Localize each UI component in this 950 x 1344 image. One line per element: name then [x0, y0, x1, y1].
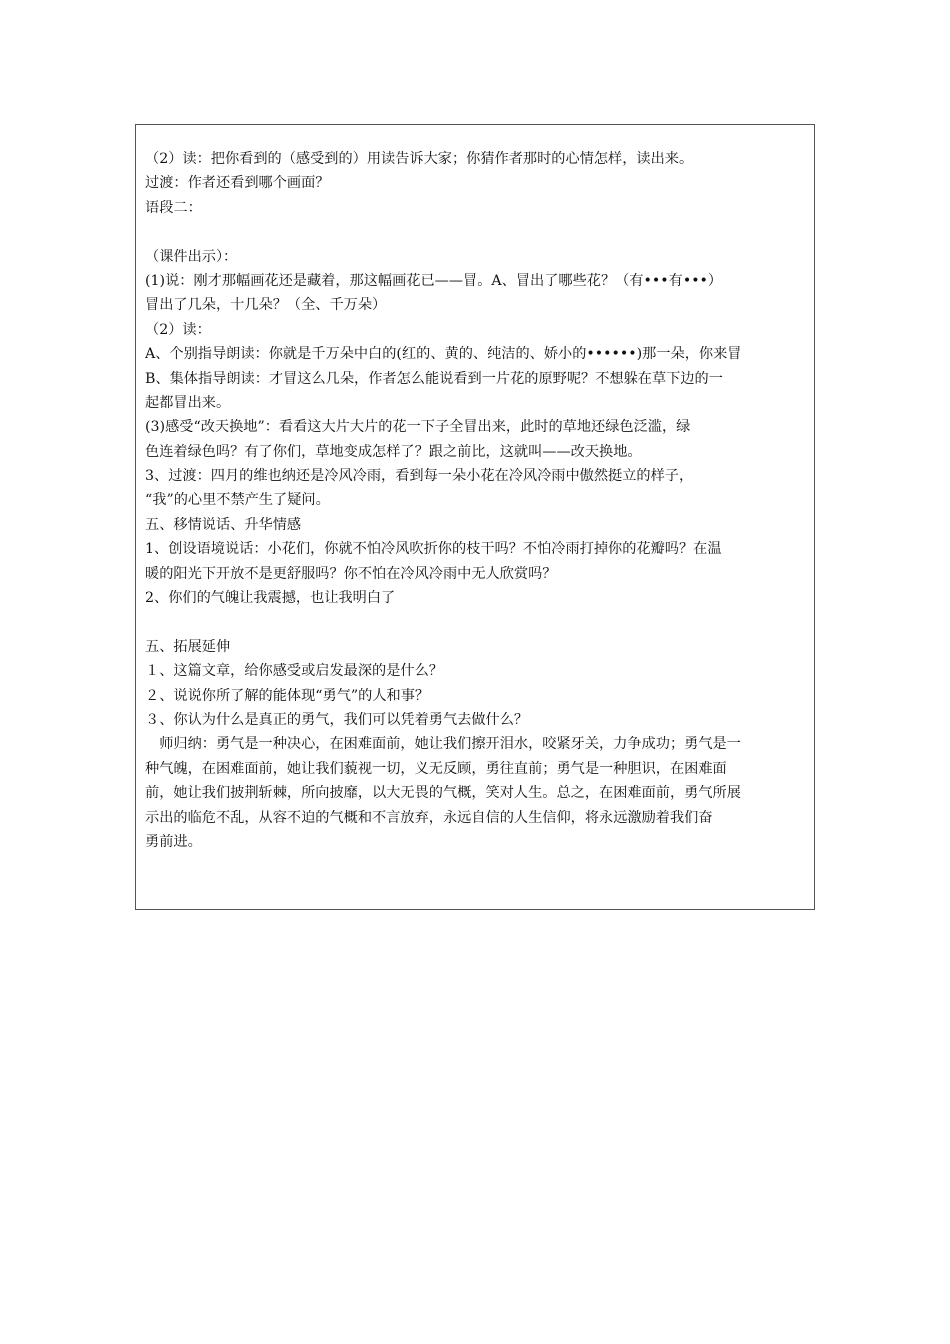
text-line: 语段二：	[145, 199, 202, 216]
text-line: (1)说：刚才那幅画花还是藏着，那这幅画花已——冒。A、冒出了哪些花？（有•••有•••）	[145, 272, 723, 289]
text-line: B、集体指导朗读：才冒这么几朵，作者怎么能说看到一片花的原野呢？不想躲在草下边的一	[145, 370, 723, 387]
text-line: A、个别指导朗读：你就是千万朵中白的(红的、黄的、纯洁的、娇小的••••••)那一朵，你来冒	[145, 346, 742, 363]
blank-line	[145, 220, 806, 244]
text-line: 示出的临危不乱，从容不迫的气概和不言放弃，永远自信的人生信仰，将永远激励着我们奋	[145, 809, 713, 826]
text-line: 3、过渡：四月的维也纳还是冷风冷雨，看到每一朵小花在冷风冷雨中傲然挺立的样子，	[145, 468, 694, 485]
text-line: 勇前进。	[145, 833, 202, 850]
text-line: 2、你们的气魄让我震撼，也让我明白了	[145, 590, 396, 607]
section-heading: 五、移情说话、升华情感	[145, 516, 302, 533]
text-line: （课件出示）：	[145, 248, 238, 265]
text-line: 暖的阳光下开放不是更舒服吗？你不怕在冷风冷雨中无人欣赏吗？	[145, 565, 557, 582]
text-line: 冒出了几朵，十几朵？（全、千万朵）	[145, 297, 387, 314]
text-line: 过渡：作者还看到哪个画面？	[145, 175, 330, 192]
text-line: １、这篇文章，给你感受或启发最深的是什么？	[145, 663, 443, 680]
content-box	[135, 124, 815, 910]
text-line: （2）读：把你看到的（感受到的）用读告诉大家；你猜作者那时的心情怎样，读出来。	[145, 151, 694, 167]
text-line: 前，她让我们披荆斩棘，所向披靡，以大无畏的气概，笑对人生。总之，在困难面前，勇气所展	[145, 785, 741, 802]
text-line: 1、创设语境说话：小花们，你就不怕冷风吹折你的枝干吗？不怕冷雨打掉你的花瓣吗？在温	[145, 541, 722, 558]
text-line: 种气魄，在困难面前，她让我们藐视一切，义无反顾，勇往直前；勇气是一种胆识，在困难面	[145, 760, 727, 777]
text-line: 色连着绿色吗？有了你们，草地变成怎样了？跟之前比，这就叫——改天换地。	[145, 443, 642, 460]
text-line: ２、说说你所了解的能体现“勇气”的人和事？	[145, 687, 430, 704]
text-line: “我”的心里不禁产生了疑问。	[145, 492, 330, 509]
text-line: ３、你认为什么是真正的勇气，我们可以凭着勇气去做什么？	[145, 711, 529, 728]
text-line: 起都冒出来。	[145, 394, 231, 411]
section-heading: 五、拓展延伸	[145, 638, 231, 655]
blank-line	[145, 610, 806, 634]
text-line: 师归纳：勇气是一种决心，在困难面前，她让我们擦开泪水，咬紧牙关，力争成功；勇气是一	[145, 736, 741, 753]
text-line: (3)感受“改天换地”：看看这大片大片的花一下子全冒出来，此时的草地还绿色泛滥，绿	[145, 419, 691, 436]
text-line: （2）读：	[145, 321, 211, 338]
